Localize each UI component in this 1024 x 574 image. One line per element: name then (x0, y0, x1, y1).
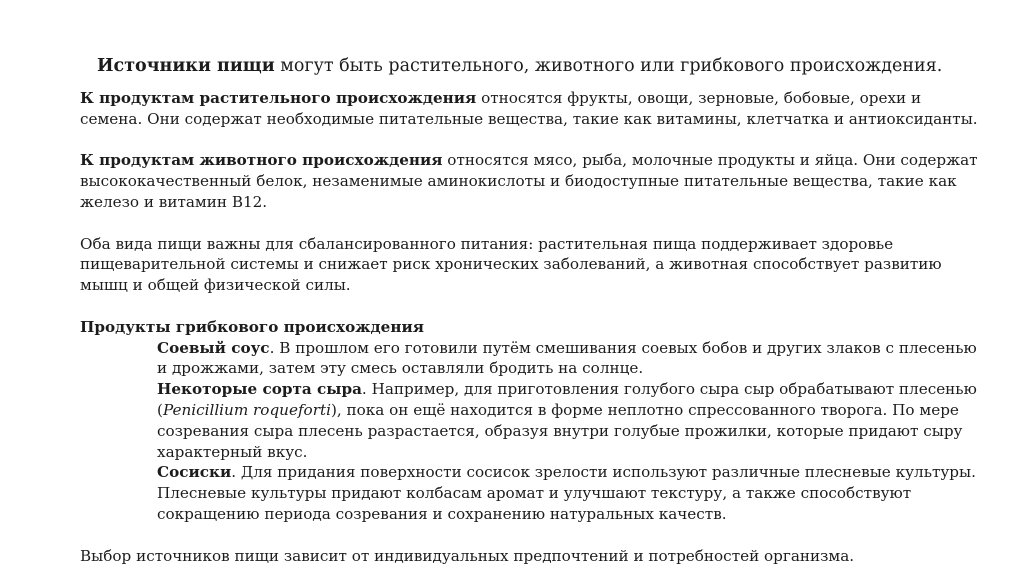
sausage-bold: Сосиски (157, 463, 232, 482)
title-bold: Источники пищи (97, 56, 275, 76)
animal-bold: К продуктам животного происхождения (80, 151, 443, 170)
plant-paragraph (80, 88, 980, 130)
spacer (80, 130, 980, 151)
fungal-heading-text: Продукты грибкового происхождения (80, 317, 424, 336)
title-rest: могут быть растительного, животного или грибкового происхождения. (274, 56, 943, 76)
body-text (80, 88, 980, 566)
cheese-rest-2: ), пока он ещё находится в форме неплотно спрессованного творога. По мере созревания сыра плесень разрастается, образуя внутри голубые прожилки, которые придают сыру характерный вкус. (157, 400, 963, 461)
cheese-italic: Penicillium roqueforti (162, 400, 331, 419)
cheese-bold: Некоторые сорта сыра (157, 380, 362, 399)
sausage-paragraph (80, 462, 980, 524)
cheese-paragraph (80, 379, 980, 462)
fungal-heading (80, 317, 980, 338)
animal-paragraph (80, 150, 980, 212)
soy-paragraph (80, 338, 980, 380)
soy-bold: Соевый соус (157, 338, 270, 357)
spacer (80, 213, 980, 234)
spacer (80, 296, 980, 317)
cheese-rest-1: . Например, для приготовления голубого сыра сыр обрабатывают плесенью ( (157, 380, 977, 419)
animal-rest: относятся мясо, рыба, молочные продукты и яйца. Они содержат высококачественный белок, незаменимые аминокислоты и биодоступные питательные вещества, такие как железо и витамин В12. (80, 151, 978, 211)
conclusion-paragraph: Выбор источников пищи зависит от индивидуальных предпочтений и потребностей организма. (80, 546, 855, 565)
soy-rest: . В прошлом его готовили путём смешивания соевых бобов и других злаков с плесенью и дрожжами, затем эту смесь оставляли бродить на солнце. (157, 338, 977, 378)
sausage-rest: . Для придания поверхности сосисок зрелости используют различные плесневые культуры. Плесневые культуры придают колбасам аромат и улучшают текстуру, а также способствуют сокращению периода созревания и сохранению натуральных качеств. (157, 463, 976, 523)
plant-rest: относятся фрукты, овощи, зерновые, бобовые, орехи и семена. Они содержат необходимые питательные вещества, такие как витамины, клетчатка и антиоксиданты. (80, 89, 978, 128)
plant-bold: К продуктам растительного происхождения (80, 89, 477, 107)
spacer (80, 525, 980, 546)
balance-paragraph: Оба вида пищи важны для сбалансированного питания: растительная пища поддерживает здоровье пищеварительной системы и снижает риск хронических заболеваний, а животная способствует развитию мышц и общей физической силы. (80, 234, 942, 295)
slide-title (97, 54, 942, 78)
